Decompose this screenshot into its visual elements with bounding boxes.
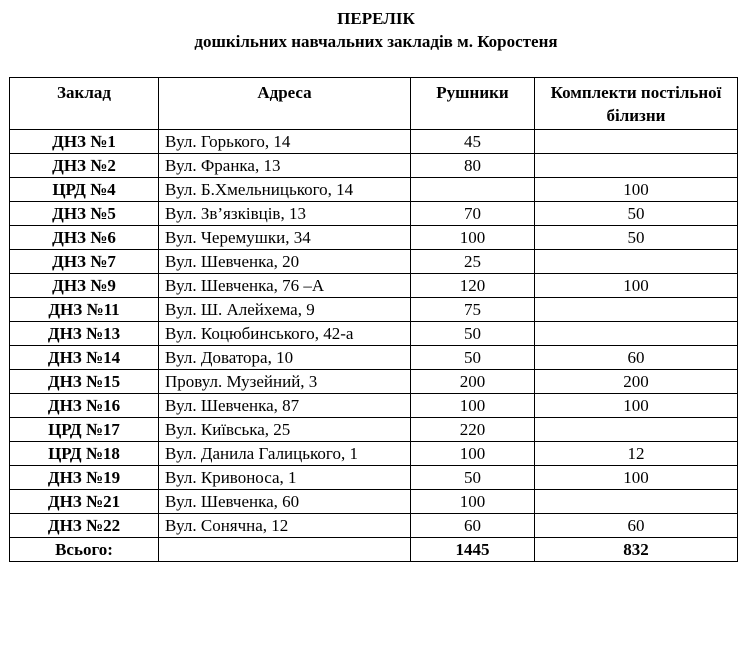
towels-cell: 75: [411, 298, 535, 322]
table-row: [10, 250, 738, 274]
address-cell: Вул. Данила Галицького, 1: [159, 442, 411, 466]
towels-cell: 200: [411, 370, 535, 394]
total-address-cell: [159, 538, 411, 562]
towels-cell: 120: [411, 274, 535, 298]
address-cell: Вул. Київська, 25: [159, 418, 411, 442]
address-cell: Вул. Сонячна, 12: [159, 514, 411, 538]
towels-cell: 100: [411, 442, 535, 466]
address-cell: Вул. Б.Хмельницького, 14: [159, 178, 411, 202]
table-row: [10, 154, 738, 178]
institution-cell: ЦРД №4: [10, 178, 159, 202]
column-header-towels: Рушники: [411, 78, 535, 130]
table-row: [10, 130, 738, 154]
address-cell: Вул. Горького, 14: [159, 130, 411, 154]
total-bedding-cell: 832: [535, 538, 738, 562]
bedding-cell: [535, 418, 738, 442]
address-cell: Вул. Шевченка, 76 –А: [159, 274, 411, 298]
bedding-cell: [535, 322, 738, 346]
institution-cell: ДНЗ №9: [10, 274, 159, 298]
bedding-cell: 12: [535, 442, 738, 466]
bedding-cell: [535, 298, 738, 322]
address-cell: Вул. Шевченка, 20: [159, 250, 411, 274]
address-cell: Вул. Шевченка, 60: [159, 490, 411, 514]
towels-cell: 100: [411, 490, 535, 514]
table-row: [10, 466, 738, 490]
total-institution-cell: Всього:: [10, 538, 159, 562]
bedding-cell: 100: [535, 274, 738, 298]
institution-cell: ДНЗ №16: [10, 394, 159, 418]
table-row: [10, 274, 738, 298]
institution-cell: ДНЗ №11: [10, 298, 159, 322]
bedding-cell: 100: [535, 466, 738, 490]
table-row: [10, 394, 738, 418]
table-body: [10, 130, 738, 562]
address-cell: Вул. Кривоноса, 1: [159, 466, 411, 490]
table-row: [10, 514, 738, 538]
towels-cell: 45: [411, 130, 535, 154]
table-row: [10, 370, 738, 394]
bedding-cell: 60: [535, 514, 738, 538]
towels-cell: 50: [411, 466, 535, 490]
bedding-cell: 100: [535, 394, 738, 418]
towels-cell: 60: [411, 514, 535, 538]
bedding-cell: [535, 130, 738, 154]
address-cell: Вул. Зв’язківців, 13: [159, 202, 411, 226]
table-row: [10, 490, 738, 514]
table-row: [10, 442, 738, 466]
bedding-cell: 100: [535, 178, 738, 202]
address-cell: Вул. Доватора, 10: [159, 346, 411, 370]
institution-cell: ДНЗ №22: [10, 514, 159, 538]
bedding-cell: 50: [535, 202, 738, 226]
bedding-cell: 200: [535, 370, 738, 394]
towels-cell: 220: [411, 418, 535, 442]
towels-cell: 100: [411, 226, 535, 250]
institution-cell: ЦРД №17: [10, 418, 159, 442]
bedding-cell: [535, 250, 738, 274]
institution-cell: ДНЗ №15: [10, 370, 159, 394]
table-row: [10, 322, 738, 346]
address-cell: Вул. Франка, 13: [159, 154, 411, 178]
address-cell: Вул. Шевченка, 87: [159, 394, 411, 418]
bedding-cell: [535, 490, 738, 514]
institution-cell: ДНЗ №6: [10, 226, 159, 250]
table-row: [10, 202, 738, 226]
bedding-cell: 60: [535, 346, 738, 370]
column-header-address: Адреса: [159, 78, 411, 130]
institutions-table: [9, 77, 738, 562]
towels-cell: 70: [411, 202, 535, 226]
bedding-cell: 50: [535, 226, 738, 250]
institution-cell: ДНЗ №5: [10, 202, 159, 226]
address-cell: Провул. Музейний, 3: [159, 370, 411, 394]
address-cell: Вул. Черемушки, 34: [159, 226, 411, 250]
towels-cell: 80: [411, 154, 535, 178]
towels-cell: 50: [411, 322, 535, 346]
institution-cell: ДНЗ №1: [10, 130, 159, 154]
table-header-row: [10, 78, 738, 130]
address-cell: Вул. Ш. Алейхема, 9: [159, 298, 411, 322]
towels-cell: [411, 178, 535, 202]
table-row: [10, 418, 738, 442]
table-row: [10, 298, 738, 322]
bedding-cell: [535, 154, 738, 178]
institution-cell: ДНЗ №7: [10, 250, 159, 274]
towels-cell: 25: [411, 250, 535, 274]
institution-cell: ДНЗ №13: [10, 322, 159, 346]
column-header-bedding-sets: Комплекти постільної білизни: [535, 78, 738, 130]
towels-cell: 50: [411, 346, 535, 370]
table-row: [10, 226, 738, 250]
total-towels-cell: 1445: [411, 538, 535, 562]
institution-cell: ДНЗ №2: [10, 154, 159, 178]
institution-cell: ДНЗ №21: [10, 490, 159, 514]
address-cell: Вул. Коцюбинського, 42-а: [159, 322, 411, 346]
institution-cell: ЦРД №18: [10, 442, 159, 466]
institution-cell: ДНЗ №14: [10, 346, 159, 370]
table-row: [10, 178, 738, 202]
institution-cell: ДНЗ №19: [10, 466, 159, 490]
table-row: [10, 346, 738, 370]
column-header-institution: Заклад: [10, 78, 159, 130]
total-row: [10, 538, 738, 562]
page-subtitle: дошкільних навчальних закладів м. Коростеня: [194, 32, 558, 51]
page-title: ПЕРЕЛІК: [337, 9, 415, 28]
towels-cell: 100: [411, 394, 535, 418]
